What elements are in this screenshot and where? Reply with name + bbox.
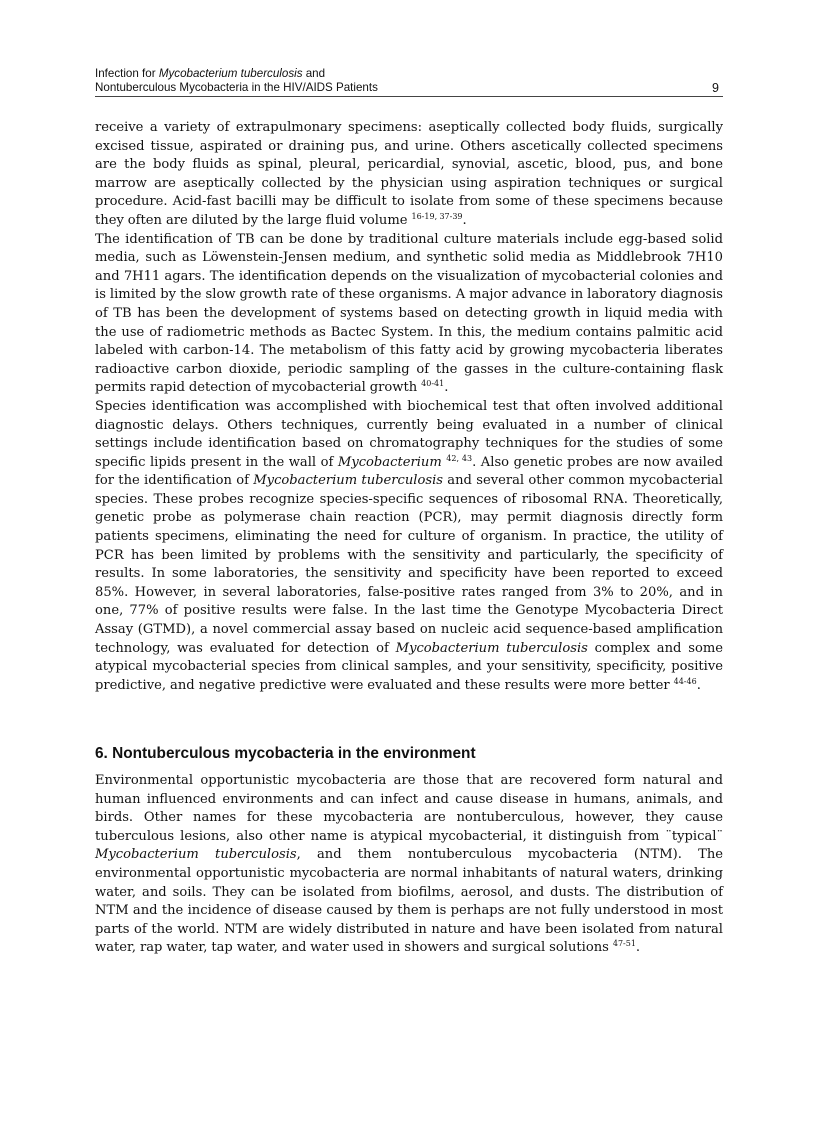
citation-ref: 40-41 <box>421 379 445 389</box>
running-header <box>95 67 723 97</box>
citation-ref: 42, 43 <box>446 453 473 463</box>
paragraph-species-identification: Species identification was accomplished with biochemical test that often involved additional diagnostic delays. Others techniques, currently being evaluated in a number of clinical settings include identification based on chromatography techniques for the studies of some specific lipids present in the wall of Mycobacterium $^{42, 43}$. Also genetic probes are now availed for the identification of Mycobacterium tuberculosis and several other common mycobacterial species. These probes recognize species-specific sequences of ribosomal RNA. Theoretically, genetic probe as polymerase chain reaction (PCR), may permit diagnosis directly form patients specimens, eliminating the need for culture of organism. In practice, the utility of PCR has been limited by problems with the sensitivity and particularly, the specificity of results. In some laboratories, the sensitivity and specificity have been reported to exceed 85%. However, in several laboratories, false-positive rates ranged from 3% to 20%, and in one, 77% of positive results were false. In the last time the Genotype Mycobacteria Direct Assay (GTMD), a novel commercial assay based on nucleic acid sequence-based amplification technology, was evaluated for detection of Mycobacterium tuberculosis complex and some atypical mycobacterial species from clinical samples, and your sensitivity, specificity, positive predictive, and negative predictive were evaluated and these results were more better $^{44-46}$. <box>95 398 723 693</box>
organism-name: Mycobacterium tuberculosis <box>95 847 297 863</box>
paragraph-environmental-mycobacteria: Environmental opportunistic mycobacteria are those that are recovered form natural and human influenced environments and can infect and cause disease in humans, animals, and birds. Other names for these mycobacteria are nontuberculous, however, they cause tuberculous lesions, also other name is atypical mycobacterial, it distinguish from ¨typical¨ Mycobacterium tuberculosis, and them nontuberculous mycobacteria (NTM). The environmental opportunistic mycobacteria are normal inhabitants of natural waters, drinking water, and soils. They can be isolated from biofilms, aerosol, and dusts. The distribution of NTM and the incidence of disease caused by them is perhaps are not fully understood in most parts of the world. NTM are widely distributed in nature and have been isolated from natural water, rap water, tap water, and water used in showers and surgical solutions $^{47-51}$. <box>95 773 724 956</box>
body-text-section6 <box>95 772 723 958</box>
header-title-prefix: Infection for <box>95 67 159 80</box>
organism-name: Mycobacterium tuberculosis <box>395 640 588 656</box>
header-title-line1 <box>95 67 325 80</box>
paragraph-text: and several other common mycobacterial species. These probes recognize species-specific sequences of ribosomal RNA. Theoretically, genetic probe as polymerase chain reaction (PCR), may permit diagnosis directly form patients specimens, eliminating the need for culture of organism. In practice, the utility of PCR has been limited by problems with the sensitivity and particularly, the specificity of results. In some laboratories, the sensitivity and specificity have been reported to exceed 85%. However, in several laboratories, false-positive rates ranged from 3% to 20%, and in one, 77% of positive results were false. In the last time the Genotype Mycobacteria Direct Assay (GTMD), a novel commercial assay based on nucleic acid sequence-based amplification technology, was evaluated for detection of <box>95 473 723 656</box>
body-text-top <box>95 119 723 695</box>
paragraph-text: , and them nontuberculous mycobacteria (NTM). The environmental opportunistic mycobacteria are normal inhabitants of natural waters, drinking water, and soils. They can be isolated from biofilms, aerosol, and dusts. The distribution of NTM and the incidence of disease caused by them is perhaps are not fully understood in most parts of the world. NTM are widely distributed in nature and have been isolated from natural water, rap water, tap water, and water used in showers and surgical solutions <box>95 847 724 956</box>
section-heading: 6. Nontuberculous mycobacteria in the environment <box>95 745 476 762</box>
organism-name: Mycobacterium tuberculosis <box>253 473 443 489</box>
header-title-line2: Nontuberculous Mycobacteria in the HIV/AIDS Patients <box>95 81 378 94</box>
citation-ref: 16-19, 37-39 <box>411 211 463 221</box>
citation-ref: 47-51 <box>612 939 636 949</box>
paragraph-text: Species identification was accomplished with biochemical test that often involved additional diagnostic delays. Others techniques, currently being evaluated in a number of clinical settings include identification based on chromatography techniques for the studies of some specific lipids present in the wall of <box>95 398 723 470</box>
organism-name: Mycobacterium <box>337 454 442 470</box>
paragraph-extrapulmonary-specimens: receive a variety of extrapulmonary specimens: aseptically collected body fluids, surgically excised tissue, aspirated or draining pus, and urine. Others ascetically collected specimens are the body fluids as spinal, pleural, pericardial, synovial, ascetic, blood, pus, and bone marrow are aseptically collected by the physician using aspiration techniques or surgical procedure. Acid-fast bacilli may be difficult to isolate from some of these specimens because they often are diluted by the large fluid volume $^{16-19, 37-39}$. <box>95 120 723 228</box>
paragraph-text: The identification of TB can be done by traditional culture materials include egg-based solid media, such as Löwenstein-Jensen medium, and synthetic solid media as Middlebrook 7H10 and 7H11 agars. The identification depends on the visualization of mycobacterial colonies and is limited by the slow growth rate of these organisms. A major advance in laboratory diagnosis of TB has been the development of systems based on detecting growth in liquid media with the use of radiometric methods as Bactec System. In this, the medium contains palmitic acid labeled with carbon-14. The metabolism of this fatty acid by growing mycobacteria liberates radioactive carbon dioxide, periodic sampling of the gasses in the culture-containing flask permits rapid detection of mycobacterial growth <box>95 231 723 396</box>
paragraph-text: . Also genetic probes are now availed for the identification of <box>95 454 723 489</box>
paragraph-text: Environmental opportunistic mycobacteria are those that are recovered form natural and human influenced environments and can infect and cause disease in humans, animals, and birds. Other names for these mycobacteria are nontuberculous, however, they cause tuberculous lesions, also other name is atypical mycobacterial, it distinguish from ¨typical¨ <box>95 773 723 844</box>
paragraph-tb-identification: The identification of TB can be done by traditional culture materials include egg-based solid media, such as Löwenstein-Jensen medium, and synthetic solid media as Middlebrook 7H10 and 7H11 agars. The identification depends on the visualization of mycobacterial colonies and is limited by the slow growth rate of these organisms. A major advance in laboratory diagnosis of TB has been the development of systems based on detecting growth in liquid media with the use of radiometric methods as Bactec System. In this, the medium contains palmitic acid labeled with carbon-14. The metabolism of this fatty acid by growing mycobacteria liberates radioactive carbon dioxide, periodic sampling of the gasses in the culture-containing flask permits rapid detection of mycobacterial growth $^{40-41}$. <box>95 231 723 396</box>
header-title-organism: Mycobacterium tuberculosis <box>158 67 303 80</box>
header-title-suffix: and <box>302 67 326 80</box>
citation-ref: 44-46 <box>673 676 697 686</box>
page-number: 9 <box>712 81 719 95</box>
paragraph-text: complex and some atypical mycobacterial species from clinical samples, and your sensitivity, specificity, positive predictive, and negative predictive were evaluated and these results were more better <box>95 640 723 693</box>
paragraph-text: receive a variety of extrapulmonary specimens: aseptically collected body fluids, surgically excised tissue, aspirated or draining pus, and urine. Others ascetically collected specimens are the body fluids as spinal, pleural, pericardial, synovial, ascetic, blood, pus, and bone marrow are aseptically collected by the physician using aspiration techniques or surgical procedure. Acid-fast bacilli may be difficult to isolate from some of these specimens because they often are diluted by the large fluid volume <box>95 120 723 228</box>
